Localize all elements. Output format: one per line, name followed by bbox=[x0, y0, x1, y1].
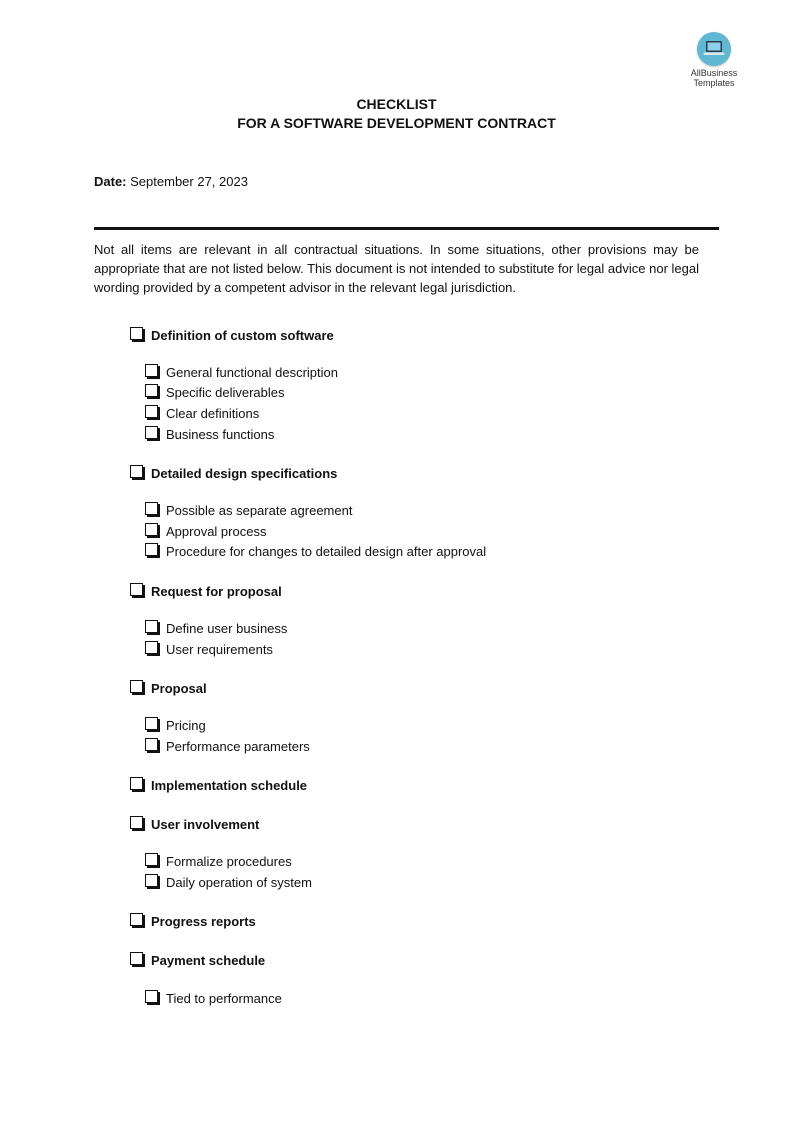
checkbox-icon[interactable] bbox=[145, 405, 158, 418]
item-label: General functional description bbox=[166, 364, 338, 380]
checklist-section bbox=[130, 463, 690, 562]
logo-text bbox=[686, 68, 742, 88]
item-label: Possible as separate agreement bbox=[166, 503, 353, 519]
checkbox-icon[interactable] bbox=[130, 777, 143, 790]
checkbox-icon[interactable] bbox=[145, 502, 158, 515]
item-label: Daily operation of system bbox=[166, 874, 312, 890]
date-line bbox=[94, 174, 248, 189]
checklist-item bbox=[145, 872, 690, 893]
intro-paragraph: Not all items are relevant in all contractual situations. In some situations, other provisions may be appropriate that are not listed below. This document is not intended to substitute for legal advice nor legal wording provided by a competent advisor in the relevant legal jurisdiction. bbox=[94, 242, 699, 295]
checkbox-icon[interactable] bbox=[130, 816, 143, 829]
checklist-item bbox=[145, 403, 690, 424]
checkbox-icon[interactable] bbox=[145, 364, 158, 377]
section-label: Definition of custom software bbox=[151, 327, 334, 343]
checklist-section bbox=[130, 776, 690, 796]
checkbox-icon[interactable] bbox=[145, 874, 158, 887]
item-label: Specific deliverables bbox=[166, 385, 285, 401]
checkbox-icon[interactable] bbox=[145, 620, 158, 633]
checklist-item bbox=[145, 521, 690, 542]
title-line2: FOR A SOFTWARE DEVELOPMENT CONTRACT bbox=[237, 115, 556, 131]
checklist-section bbox=[130, 951, 690, 1009]
checklist-item bbox=[145, 736, 690, 757]
checkbox-icon[interactable] bbox=[130, 327, 143, 340]
section-label: User involvement bbox=[151, 817, 260, 833]
checklist-section bbox=[130, 325, 690, 444]
checklist-item bbox=[145, 500, 690, 521]
checklist-item bbox=[145, 542, 690, 563]
checkbox-icon[interactable] bbox=[130, 952, 143, 965]
checklist-item bbox=[145, 362, 690, 383]
date-value: September 27, 2023 bbox=[130, 174, 248, 189]
section-items bbox=[130, 715, 690, 756]
date-label: Date: bbox=[94, 174, 127, 189]
section-items bbox=[130, 852, 690, 893]
section-heading bbox=[130, 463, 690, 483]
checkbox-icon[interactable] bbox=[145, 853, 158, 866]
section-label: Implementation schedule bbox=[151, 778, 308, 794]
section-heading bbox=[130, 325, 690, 345]
section-items bbox=[130, 500, 690, 562]
section-label: Proposal bbox=[151, 680, 207, 696]
checkbox-icon[interactable] bbox=[145, 523, 158, 536]
checklist-section bbox=[130, 581, 690, 659]
item-label: Procedure for changes to detailed design after approval bbox=[166, 544, 487, 560]
checkbox-icon[interactable] bbox=[145, 641, 158, 654]
item-label: Performance parameters bbox=[166, 738, 310, 754]
section-items bbox=[130, 988, 690, 1009]
item-label: Approval process bbox=[166, 523, 267, 539]
checkbox-icon[interactable] bbox=[145, 990, 158, 1003]
checklist-item bbox=[145, 424, 690, 445]
laptop-icon bbox=[703, 40, 725, 58]
checkbox-icon[interactable] bbox=[145, 384, 158, 397]
checklist-item bbox=[145, 715, 690, 736]
document-title bbox=[0, 95, 793, 133]
checkbox-icon[interactable] bbox=[130, 680, 143, 693]
checkbox-icon[interactable] bbox=[145, 543, 158, 556]
checkbox-icon[interactable] bbox=[130, 583, 143, 596]
checkbox-icon[interactable] bbox=[145, 426, 158, 439]
section-heading bbox=[130, 776, 690, 796]
checklist-section bbox=[130, 815, 690, 893]
checkbox-icon[interactable] bbox=[130, 913, 143, 926]
checklist-item bbox=[145, 618, 690, 639]
section-label: Payment schedule bbox=[151, 953, 266, 969]
section-heading bbox=[130, 815, 690, 835]
section-label: Progress reports bbox=[151, 914, 256, 930]
company-logo bbox=[686, 32, 742, 88]
checklist bbox=[130, 325, 690, 1027]
logo-badge bbox=[697, 32, 731, 66]
section-heading bbox=[130, 951, 690, 971]
checkbox-icon[interactable] bbox=[145, 717, 158, 730]
checkbox-icon[interactable] bbox=[145, 738, 158, 751]
section-heading bbox=[130, 912, 690, 932]
item-label: Business functions bbox=[166, 426, 275, 442]
section-heading bbox=[130, 678, 690, 698]
item-label: Define user business bbox=[166, 620, 288, 636]
item-label: Clear definitions bbox=[166, 405, 260, 421]
section-label: Request for proposal bbox=[151, 583, 282, 599]
checklist-section bbox=[130, 678, 690, 756]
section-items bbox=[130, 618, 690, 659]
title-line1: CHECKLIST bbox=[356, 96, 437, 112]
item-label: Pricing bbox=[166, 718, 206, 734]
checklist-item bbox=[145, 639, 690, 660]
checklist-item bbox=[145, 852, 690, 873]
item-label: User requirements bbox=[166, 641, 273, 657]
item-label: Tied to performance bbox=[166, 990, 282, 1006]
checklist-section bbox=[130, 912, 690, 932]
section-items bbox=[130, 362, 690, 444]
checklist-item bbox=[145, 988, 690, 1009]
logo-text-line1: AllBusiness bbox=[690, 68, 738, 78]
horizontal-divider bbox=[94, 227, 719, 230]
logo-text-line2: Templates bbox=[693, 78, 735, 88]
item-label: Formalize procedures bbox=[166, 854, 292, 870]
checklist-item bbox=[145, 383, 690, 404]
section-label: Detailed design specifications bbox=[151, 465, 338, 481]
section-heading bbox=[130, 581, 690, 601]
checkbox-icon[interactable] bbox=[130, 465, 143, 478]
